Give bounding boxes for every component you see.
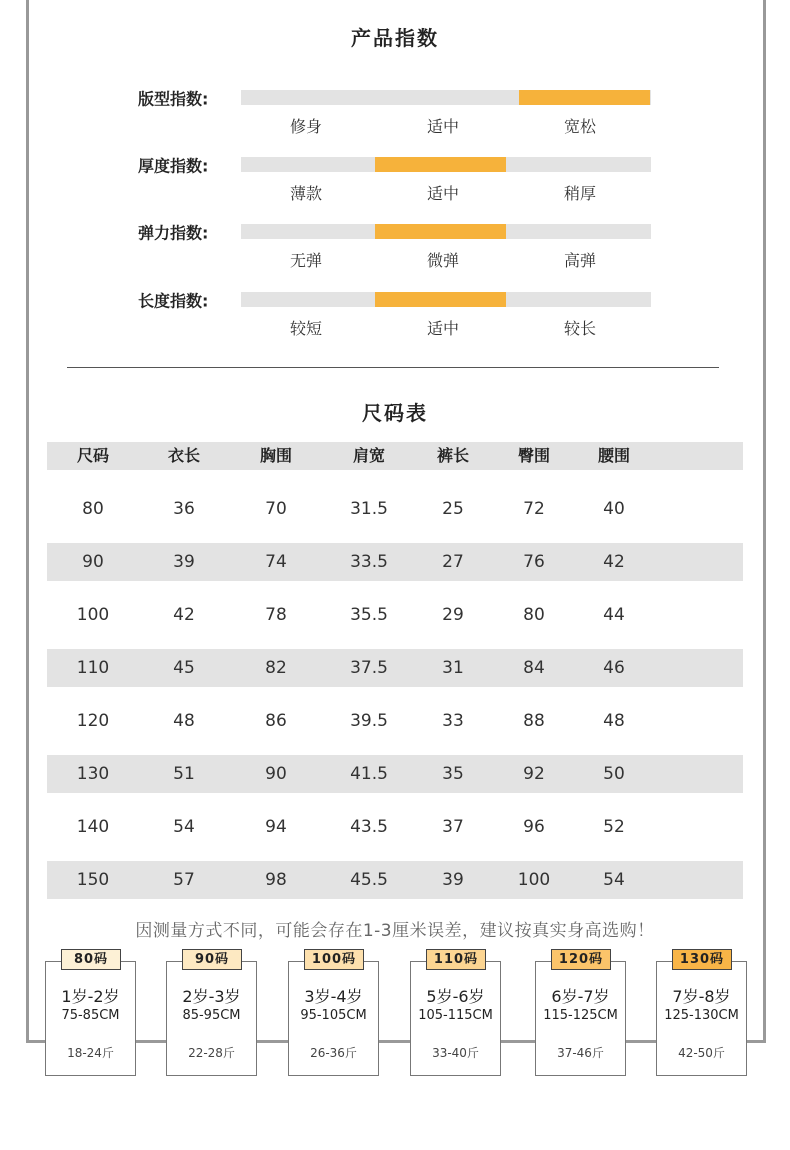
table-cell: 39 (442, 870, 464, 890)
table-cell: 100 (76, 605, 110, 625)
table-row (47, 702, 743, 740)
table-cell: 92 (523, 764, 545, 784)
card-height-range: 105-115CM (418, 1008, 493, 1023)
table-cell: 130 (76, 764, 110, 784)
index-option-label: 修身 (289, 117, 322, 136)
table-cell: 80 (523, 605, 545, 625)
index-bar-segment (519, 224, 650, 239)
card-age-range: 7岁-8岁 (672, 987, 731, 1006)
table-cell: 120 (76, 711, 110, 731)
column-header: 腰围 (597, 446, 630, 465)
index-bar-segment (375, 157, 506, 172)
size-table-header (47, 442, 743, 470)
table-cell: 94 (265, 817, 287, 837)
column-header: 胸围 (259, 446, 292, 465)
index-option-label: 稍厚 (563, 184, 596, 203)
table-cell: 45 (173, 658, 195, 678)
index-bar-segment (241, 292, 372, 307)
table-cell: 84 (523, 658, 545, 678)
table-cell: 52 (603, 817, 625, 837)
column-header: 衣长 (167, 446, 200, 465)
index-option-label: 微弹 (426, 251, 459, 270)
index-bar-track (241, 224, 651, 239)
size-badge: 80码 (61, 949, 121, 970)
section-divider (67, 367, 719, 368)
size-card (535, 961, 626, 1076)
table-cell: 51 (173, 764, 195, 784)
index-option-label: 无弹 (289, 251, 322, 270)
index-row (0, 90, 790, 150)
index-option-label: 适中 (426, 117, 459, 136)
table-cell: 90 (82, 552, 104, 572)
table-cell: 54 (173, 817, 195, 837)
index-option-label: 较短 (289, 319, 322, 338)
card-weight-range: 42-50斤 (678, 1046, 725, 1060)
table-cell: 150 (76, 870, 110, 890)
table-cell: 27 (442, 552, 464, 572)
card-age-range: 6岁-7岁 (551, 987, 610, 1006)
card-weight-range: 18-24斤 (67, 1046, 114, 1060)
table-row (47, 543, 743, 581)
table-cell: 80 (82, 499, 104, 519)
card-weight-range: 37-46斤 (557, 1046, 604, 1060)
table-cell: 48 (603, 711, 625, 731)
index-bar-segment (519, 90, 650, 105)
table-cell: 44 (603, 605, 625, 625)
table-cell: 37 (442, 817, 464, 837)
index-bar-segment (241, 157, 372, 172)
table-row (47, 596, 743, 634)
table-cell: 39 (173, 552, 195, 572)
table-cell: 31 (442, 658, 464, 678)
index-bar-segment (241, 224, 372, 239)
table-row (47, 755, 743, 793)
table-cell: 33 (442, 711, 464, 731)
table-cell: 25 (442, 499, 464, 519)
size-badge: 120码 (551, 949, 611, 970)
table-cell: 98 (265, 870, 287, 890)
index-bar-segment (375, 292, 506, 307)
size-card (45, 961, 136, 1076)
card-height-range: 115-125CM (543, 1008, 618, 1023)
index-option-label: 较长 (563, 319, 596, 338)
table-cell: 88 (523, 711, 545, 731)
card-weight-range: 22-28斤 (188, 1046, 235, 1060)
card-height-range: 95-105CM (300, 1008, 367, 1023)
table-cell: 74 (265, 552, 287, 572)
size-card (410, 961, 501, 1076)
table-cell: 140 (76, 817, 110, 837)
table-cell: 86 (265, 711, 287, 731)
card-height-range: 85-95CM (182, 1008, 241, 1023)
table-cell: 96 (523, 817, 545, 837)
table-cell: 40 (603, 499, 625, 519)
index-bar-track (241, 292, 651, 307)
size-card (166, 961, 257, 1076)
table-cell: 43.5 (350, 817, 388, 837)
card-age-range: 5岁-6岁 (426, 987, 485, 1006)
table-row (47, 490, 743, 528)
card-weight-range: 33-40斤 (432, 1046, 479, 1060)
table-cell: 72 (523, 499, 545, 519)
size-card (288, 961, 379, 1076)
column-header: 肩宽 (352, 446, 385, 465)
table-cell: 42 (173, 605, 195, 625)
frame-bottom-line (26, 1040, 766, 1043)
card-age-range: 3岁-4岁 (304, 987, 363, 1006)
index-bar-segment (519, 157, 650, 172)
index-label: 长度指数: (138, 291, 209, 311)
card-height-range: 125-130CM (664, 1008, 739, 1023)
table-cell: 46 (603, 658, 625, 678)
index-row (0, 224, 790, 284)
column-header: 尺码 (76, 446, 109, 465)
table-cell: 70 (265, 499, 287, 519)
measurement-note: 因测量方式不同，可能会存在1-3厘米误差，建议按真实身高选购！ (135, 921, 655, 941)
size-badge: 130码 (672, 949, 732, 970)
product-index-title: 产品指数 (351, 26, 439, 50)
table-cell: 33.5 (350, 552, 388, 572)
index-bar-segment (241, 90, 372, 105)
index-option-label: 高弹 (563, 251, 596, 270)
column-header: 裤长 (436, 446, 469, 465)
table-cell: 29 (442, 605, 464, 625)
index-bar-segment (375, 90, 506, 105)
table-row (47, 861, 743, 899)
index-row (0, 292, 790, 352)
index-bar-track (241, 157, 651, 172)
table-cell: 90 (265, 764, 287, 784)
index-bar-track (241, 90, 651, 105)
table-cell: 78 (265, 605, 287, 625)
card-age-range: 1岁-2岁 (61, 987, 120, 1006)
table-cell: 31.5 (350, 499, 388, 519)
table-cell: 57 (173, 870, 195, 890)
table-cell: 54 (603, 870, 625, 890)
table-row (47, 649, 743, 687)
table-cell: 100 (517, 870, 551, 890)
table-cell: 42 (603, 552, 625, 572)
index-label: 版型指数: (138, 89, 209, 109)
size-badge: 110码 (426, 949, 486, 970)
table-cell: 82 (265, 658, 287, 678)
index-option-label: 适中 (426, 184, 459, 203)
card-weight-range: 26-36斤 (310, 1046, 357, 1060)
index-label: 厚度指数: (138, 156, 209, 176)
size-table-title: 尺码表 (362, 401, 428, 425)
index-label: 弹力指数: (138, 223, 209, 243)
size-badge: 90码 (182, 949, 242, 970)
table-cell: 76 (523, 552, 545, 572)
table-cell: 35.5 (350, 605, 388, 625)
table-cell: 35 (442, 764, 464, 784)
table-cell: 37.5 (350, 658, 388, 678)
table-cell: 48 (173, 711, 195, 731)
table-cell: 50 (603, 764, 625, 784)
table-cell: 45.5 (350, 870, 388, 890)
index-option-label: 宽松 (563, 117, 596, 136)
index-bar-segment (375, 224, 506, 239)
index-bar-segment (519, 292, 650, 307)
card-age-range: 2岁-3岁 (182, 987, 241, 1006)
table-cell: 36 (173, 499, 195, 519)
card-height-range: 75-85CM (61, 1008, 120, 1023)
column-header: 臀围 (517, 446, 550, 465)
table-cell: 41.5 (350, 764, 388, 784)
index-option-label: 适中 (426, 319, 459, 338)
size-badge: 100码 (304, 949, 364, 970)
index-option-label: 薄款 (289, 184, 322, 203)
table-cell: 110 (76, 658, 110, 678)
index-row (0, 157, 790, 217)
size-card (656, 961, 747, 1076)
table-row (47, 808, 743, 846)
table-cell: 39.5 (350, 711, 388, 731)
